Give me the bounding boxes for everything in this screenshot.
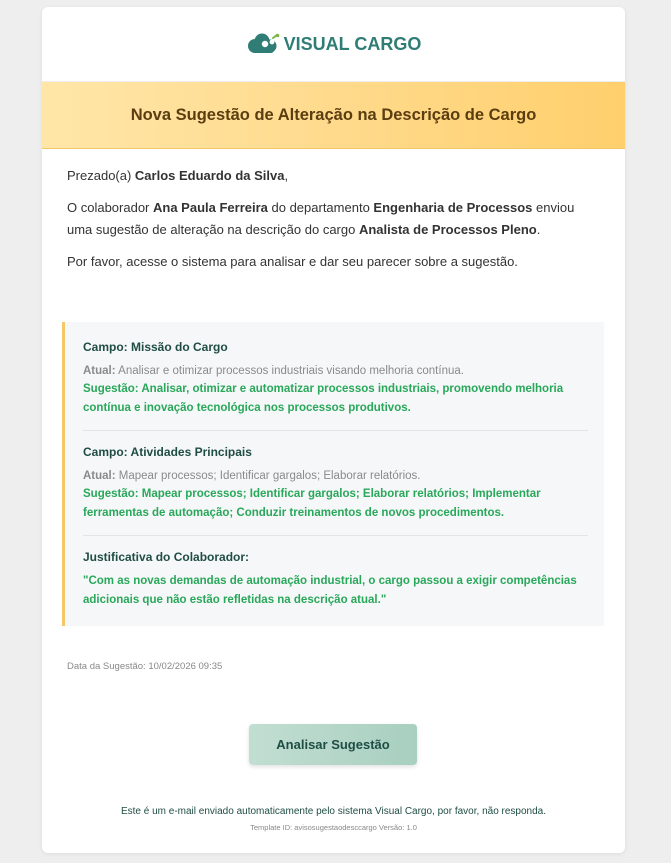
suggested-value: Sugestão: Analisar, otimizar e automatizar processos industriais, promovendo melhoria contínua e inovação tecnológica nos processos produtivos. — [83, 383, 564, 414]
suggestion-date: Data da Sugestão: 10/02/2026 09:35 — [67, 661, 223, 672]
justification-block — [83, 546, 588, 622]
footer — [42, 806, 625, 832]
suggested-value: Sugestão: Mapear processos; Identificar gargalos; Elaborar relatórios; Implementar ferramentas de automação; Conduzir treinamentos de novos procedimentos. — [83, 488, 541, 519]
title-banner — [42, 82, 625, 149]
current-value: Atual: Analisar e otimizar processos industriais visando melhoria contínua. — [83, 365, 464, 377]
footer-notice: Este é um e-mail enviado automaticamente pelo sistema Visual Cargo, por favor, não responda. — [120, 806, 547, 817]
instruction-paragraph: Por favor, acesse o sistema para analisar e dar seu parecer sobre a sugestão. — [67, 254, 518, 269]
message-body — [42, 149, 625, 273]
analyze-suggestion-button[interactable]: Analisar Sugestão — [249, 724, 417, 765]
brand-logo — [246, 33, 422, 55]
employee-name: Ana Paula Ferreira — [153, 200, 268, 215]
justification-text: "Com as novas demandas de automação industrial, o cargo passou a exigir competências adicionais que não estão refletidas na descrição atual." — [83, 575, 577, 606]
justification-title: Justificativa do Colaborador: — [83, 550, 250, 564]
intro-paragraph: O colaborador Ana Paula Ferreira do departamento Engenharia de Processos enviou uma sugestão de alteração na descrição do cargo Analista de Processos Pleno. — [67, 200, 575, 237]
recipient-name: Carlos Eduardo da Silva — [134, 168, 285, 183]
template-info: Template ID: avisosugestaodesccargo Versão: 1.0 — [250, 823, 417, 832]
role-name: Analista de Processos Pleno — [358, 222, 537, 237]
logo-header — [42, 7, 625, 82]
changes-panel — [62, 322, 604, 626]
current-value: Atual: Mapear processos; Identificar gargalos; Elaborar relatórios. — [83, 470, 421, 482]
banner-title: Nova Sugestão de Alteração na Descrição de Cargo — [130, 105, 537, 124]
email-card — [42, 7, 625, 853]
change-block — [83, 336, 588, 431]
logo-text: VISUAL CARGO — [283, 33, 422, 54]
department-name: Engenharia de Processos — [373, 200, 533, 215]
change-block — [83, 441, 588, 536]
field-title: Campo: Atividades Principais — [83, 445, 252, 459]
greeting: Prezado(a) Carlos Eduardo da Silva, — [67, 168, 289, 183]
field-title: Campo: Missão do Cargo — [83, 340, 228, 354]
cloud-logo-icon — [246, 33, 280, 55]
